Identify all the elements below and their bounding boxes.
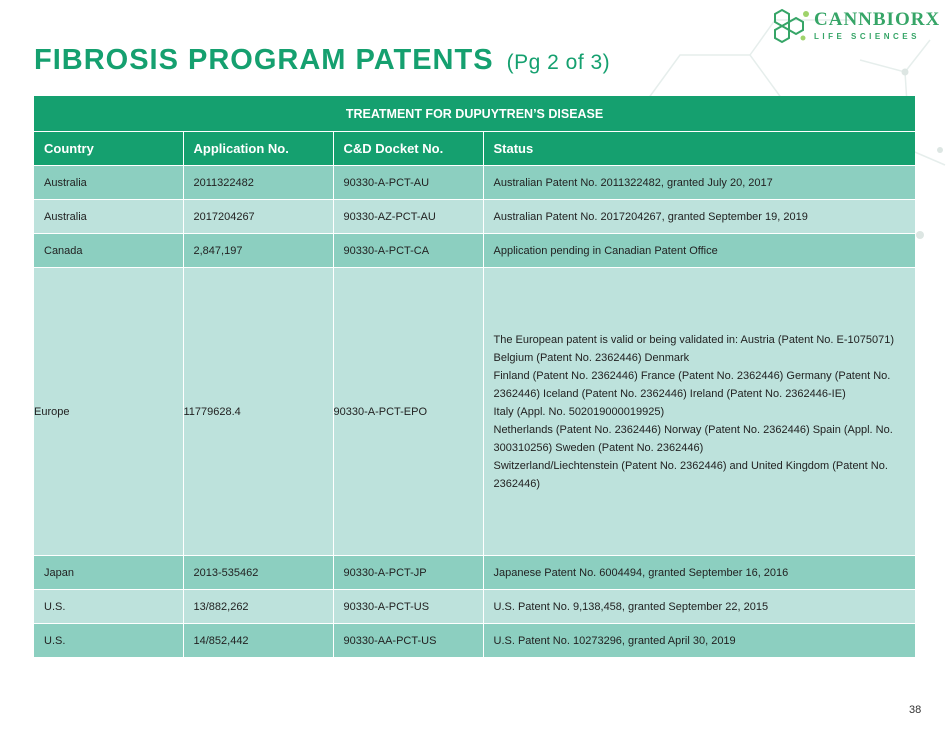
cell-country: U.S. bbox=[34, 590, 183, 624]
status-line: Belgium (Patent No. 2362446) Denmark bbox=[493, 351, 690, 364]
cell-country: Europe bbox=[34, 268, 183, 556]
cell-application: 2,847,197 bbox=[183, 234, 333, 268]
table-row bbox=[34, 166, 915, 200]
cell-docket: 90330-A-PCT-US bbox=[333, 590, 483, 624]
cell-status: Australian Patent No. 2011322482, granted July 20, 2017 bbox=[483, 166, 915, 200]
cell-docket: 90330-A-PCT-AU bbox=[333, 166, 483, 200]
table-row bbox=[34, 200, 915, 234]
cell-application: 2017204267 bbox=[183, 200, 333, 234]
header-docket-no: C&D Docket No. bbox=[333, 132, 483, 166]
status-line: Switzerland/Liechtenstein (Patent No. 2362446) and United Kingdom (Patent No. 2362446) bbox=[493, 459, 888, 490]
cell-status: U.S. Patent No. 10273296, granted April 30, 2019 bbox=[483, 624, 915, 658]
cell-country: Australia bbox=[34, 200, 183, 234]
header-country: Country bbox=[34, 132, 183, 166]
cell-status: U.S. Patent No. 9,138,458, granted September 22, 2015 bbox=[483, 590, 915, 624]
table-banner: TREATMENT FOR DUPUYTREN’S DISEASE bbox=[34, 96, 915, 132]
cell-country: Japan bbox=[34, 556, 183, 590]
cell-country: Canada bbox=[34, 234, 183, 268]
page-title bbox=[34, 44, 610, 77]
patents-table bbox=[34, 96, 915, 657]
table-row bbox=[34, 556, 915, 590]
status-line: The European patent is valid or being validated in: Austria (Patent No. E-1075071) bbox=[493, 333, 895, 346]
status-line: Finland (Patent No. 2362446) France (Patent No. 2362446) Germany (Patent No. 2362446) Iceland (Patent No. 2362446) Ireland (Patent No. 2362446-IE) bbox=[493, 369, 891, 400]
cell-docket: 90330-A-PCT-JP bbox=[333, 556, 483, 590]
cell-docket: 90330-A-PCT-EPO bbox=[333, 268, 483, 556]
molecule-logo-icon bbox=[772, 6, 812, 46]
status-line: Netherlands (Patent No. 2362446) Norway (Patent No. 2362446) Spain (Appl. No. 300310256) Sweden (Patent No. 2362446) bbox=[493, 423, 893, 454]
cell-docket: 90330-A-PCT-CA bbox=[333, 234, 483, 268]
cell-country: U.S. bbox=[34, 624, 183, 658]
cell-status: Application pending in Canadian Patent Office bbox=[483, 234, 915, 268]
header-status: Status bbox=[483, 132, 915, 166]
logo-tagline: LIFE SCIENCES bbox=[814, 32, 920, 41]
cell-application: 14/852,442 bbox=[183, 624, 333, 658]
cell-status bbox=[483, 268, 915, 556]
logo-brand: CANNBIORX bbox=[814, 9, 941, 30]
cell-application: 2011322482 bbox=[183, 166, 333, 200]
title-main: FIBROSIS PROGRAM PATENTS bbox=[34, 44, 494, 76]
cell-application: 13/882,262 bbox=[183, 590, 333, 624]
cell-application: 11779628.4 bbox=[183, 268, 333, 556]
cell-docket: 90330-AA-PCT-US bbox=[333, 624, 483, 658]
cell-country: Australia bbox=[34, 166, 183, 200]
title-subtitle: (Pg 2 of 3) bbox=[506, 51, 611, 74]
cell-application: 2013-535462 bbox=[183, 556, 333, 590]
cell-status: Japanese Patent No. 6004494, granted September 16, 2016 bbox=[483, 556, 915, 590]
table-row bbox=[34, 624, 915, 658]
table-row bbox=[34, 590, 915, 624]
company-logo bbox=[772, 6, 941, 46]
status-line: Italy (Appl. No. 502019000019925) bbox=[493, 405, 665, 418]
cell-status: Australian Patent No. 2017204267, granted September 19, 2019 bbox=[483, 200, 915, 234]
cell-docket: 90330-AZ-PCT-AU bbox=[333, 200, 483, 234]
table-row bbox=[34, 268, 915, 556]
table-row bbox=[34, 234, 915, 268]
page-number: 38 bbox=[909, 704, 922, 716]
header-application-no: Application No. bbox=[183, 132, 333, 166]
